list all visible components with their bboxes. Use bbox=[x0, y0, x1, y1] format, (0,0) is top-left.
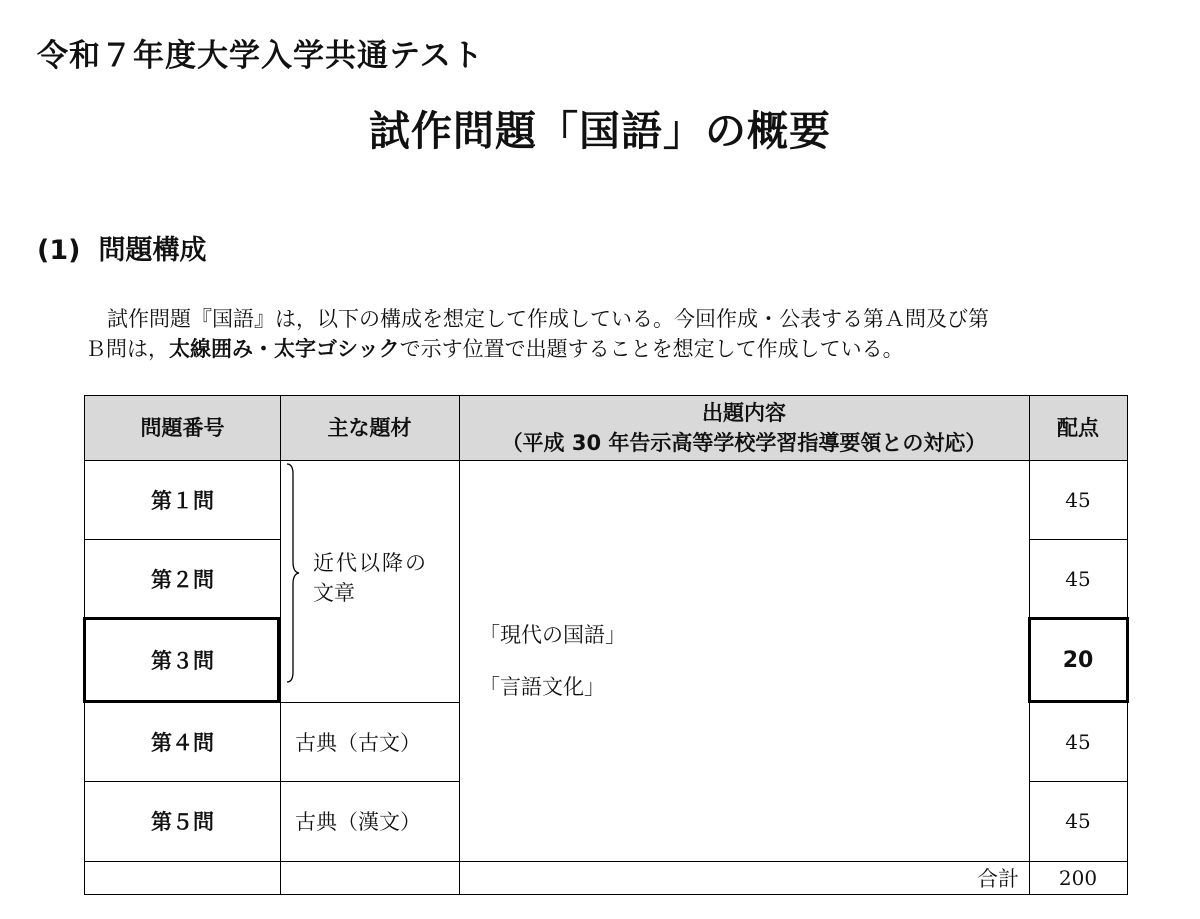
merged-subject-line-1: 近代以降の bbox=[313, 551, 428, 575]
main-title: 試作問題「国語」の概要 bbox=[369, 107, 831, 155]
merged-subject-line-2: 文章 bbox=[313, 581, 355, 605]
row-5-points: 45 bbox=[1065, 809, 1091, 833]
col-divider-2 bbox=[459, 396, 460, 894]
content-line-2: 「言語文化」 bbox=[479, 675, 605, 699]
section-number: (1) bbox=[37, 235, 81, 266]
total-label: 合計 bbox=[977, 866, 1019, 891]
row-4-number: 第４問 bbox=[151, 730, 214, 755]
header-content-line-2: （平成 30 年告示高等学校学習指導要領との対応） bbox=[501, 431, 987, 455]
brace-icon bbox=[283, 462, 303, 689]
row-3-points: 20 bbox=[1062, 647, 1094, 673]
row-1-points: 45 bbox=[1065, 487, 1091, 512]
intro-line-2 bbox=[85, 334, 1135, 364]
header-number: 問題番号 bbox=[140, 416, 225, 440]
content-cell bbox=[479, 609, 1019, 713]
row-5-subject: 古典（漢文） bbox=[295, 810, 421, 834]
pre-title: 令和７年度大学入学共通テスト bbox=[37, 38, 484, 74]
row-4-points: 45 bbox=[1065, 729, 1091, 754]
row-2-points: 45 bbox=[1065, 566, 1091, 591]
header-subject: 主な題材 bbox=[327, 416, 412, 440]
header-points: 配点 bbox=[1057, 416, 1099, 440]
header-content-line-1: 出題内容 bbox=[702, 401, 786, 425]
total-points: 200 bbox=[1058, 865, 1098, 890]
row-2-number: 第２問 bbox=[151, 567, 214, 592]
row-1-number: 第１問 bbox=[151, 488, 214, 513]
intro-bold-phrase: 太線囲み・太字ゴシック bbox=[169, 337, 400, 361]
intro-line-2-end: で示す位置で出題することを想定して作成している。 bbox=[399, 337, 904, 361]
intro-paragraph bbox=[85, 304, 1135, 364]
col-divider-1 bbox=[280, 396, 281, 894]
intro-line-1: 試作問題『国語』は，以下の構成を想定して作成している。今回作成・公表する第Ａ問及び第 bbox=[107, 307, 989, 331]
section-heading bbox=[37, 228, 206, 267]
section-title: 問題構成 bbox=[98, 235, 207, 266]
highlight-box-number bbox=[83, 617, 280, 703]
row-4-subject: 古典（古文） bbox=[295, 730, 421, 755]
content-line-1: 「現代の国語」 bbox=[479, 623, 626, 647]
header-content bbox=[459, 396, 1029, 460]
row-3-number: 第３問 bbox=[151, 649, 214, 673]
structure-table bbox=[84, 395, 1128, 895]
row-5-number: 第５問 bbox=[151, 810, 214, 834]
merged-subject bbox=[313, 548, 453, 608]
intro-line-2-start: Ｂ問は， bbox=[85, 337, 169, 361]
highlight-box-points bbox=[1028, 617, 1129, 703]
